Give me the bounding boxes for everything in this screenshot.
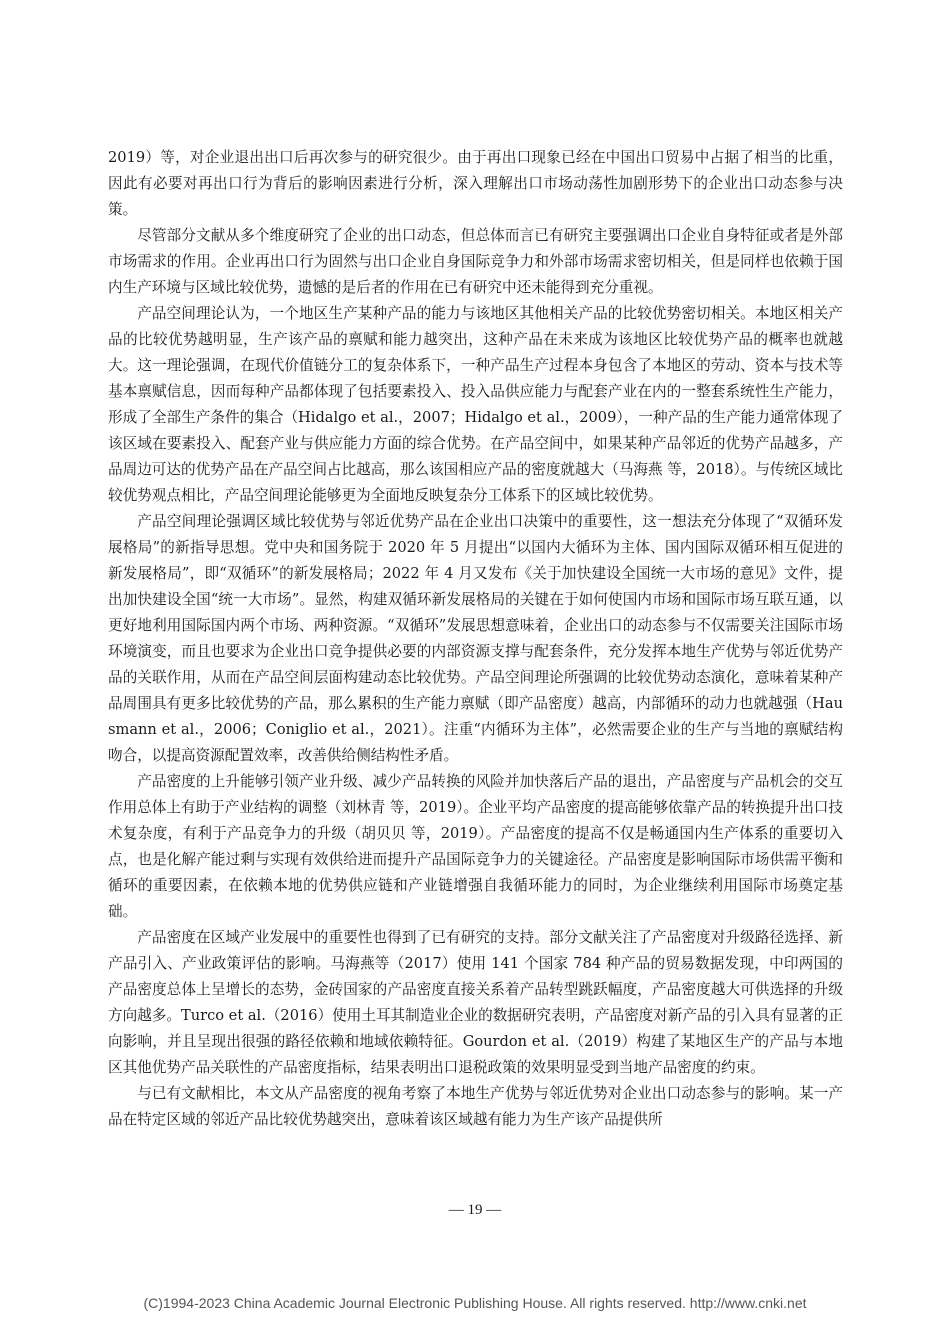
paragraph-5: 产品密度的上升能够引领产业升级、减少产品转换的风险并加快落后产品的退出，产品密度与产品机会的交互作用总体上有助于产业结构的调整（刘林青 等，2019）。企业平均产品密度的提高能够依靠产品的转换提升出口技术复杂度，有利于产品竞争力的升级（胡贝贝 等，2019）。产品密度的提高不仅是畅通国内生产体系的重要切入点，也是化解产能过剩与实现有效供给进而提升产品国际竞争力的关键途径。产品密度是影响国际市场供需平衡和循环的重要因素，在依赖本地的优势供应链和产业链增强自我循环能力的同时，为企业继续利用国际市场奠定基础。	[108, 773, 843, 920]
copyright-footer: (C)1994-2023 China Academic Journal Electronic Publishing House. All rights reserved. http://www.cnki.net	[143, 1295, 807, 1311]
page-number: — 19 —	[448, 1202, 502, 1218]
paragraph-3: 产品空间理论认为，一个地区生产某种产品的能力与该地区其他相关产品的比较优势密切相关。本地区相关产品的比较优势越明显，生产该产品的禀赋和能力越突出，这种产品在未来成为该地区比较优势产品的概率也就越大。这一理论强调，在现代价值链分工的复杂体系下，一种产品生产过程本身包含了本地区的劳动、资本与技术等基本禀赋信息，因而每种产品都体现了包括要素投入、投入品供应能力与配套产业在内的一整套系统性生产能力，形成了全部生产条件的集合（Hidalgo et al.，2007；Hidalgo et al.，2009），一种产品的生产能力通常体现了该区域在要素投入、配套产业与供应能力方面的综合优势。在产品空间中，如果某种产品邻近的优势产品越多，产品周边可达的优势产品在产品空间占比越高，那么该国相应产品的密度就越大（马海燕 等，2018）。与传统区域比较优势观点相比，产品空间理论能够更为全面地反映复杂分工体系下的区域比较优势。	[108, 305, 843, 504]
paragraph-4: 产品空间理论强调区域比较优势与邻近优势产品在企业出口决策中的重要性，这一想法充分体现了“双循环发展格局”的新指导思想。党中央和国务院于 2020 年 5 月提出“以国内大循环为主体、国内国际双循环相互促进的新发展格局”，即“双循环”的新发展格局；2022 年 4 月又发布《关于加快建设全国统一大市场的意见》文件，提出加快建设全国“统一大市场”。显然，构建双循环新发展格局的关键在于如何使国内市场和国际市场互联互通，以更好地利用国际国内两个市场、两种资源。“双循环”发展思想意味着，企业出口的动态参与不仅需要关注国际市场环境演变，而且也要求为企业出口竞争提供必要的内部资源支撑与配套条件，充分发挥本地生产优势与邻近优势产品的关联作用，从而在产品空间层面构建动态比较优势。产品空间理论所强调的比较优势动态演化，意味着某种产品周围具有更多比较优势的产品，那么累积的生产能力禀赋（即产品密度）越高，内部循环的动力也就越强（Hausmann et al.，2006；Coniglio et al.，2021）。注重“内循环为主体”，必然需要企业的生产与当地的禀赋结构吻合，以提高资源配置效率，改善供给侧结构性矛盾。	[108, 513, 843, 764]
article-body	[108, 145, 843, 1133]
paragraph-1: 2019）等，对企业退出出口后再次参与的研究很少。由于再出口现象已经在中国出口贸易中占据了相当的比重，因此有必要对再出口行为背后的影响因素进行分析，深入理解出口市场动荡性加剧形势下的企业出口动态参与决策。	[108, 149, 843, 218]
paragraph-2: 尽管部分文献从多个维度研究了企业的出口动态，但总体而言已有研究主要强调出口企业自身特征或者是外部市场需求的作用。企业再出口行为固然与出口企业自身国际竞争力和外部市场需求密切相关，但是同样也依赖于国内生产环境与区域比较优势，遗憾的是后者的作用在已有研究中还未能得到充分重视。	[108, 227, 843, 296]
paragraph-6: 产品密度在区域产业发展中的重要性也得到了已有研究的支持。部分文献关注了产品密度对升级路径选择、新产品引入、产业政策评估的影响。马海燕等（2017）使用 141 个国家 784 种产品的贸易数据发现，中印两国的产品密度总体上呈增长的态势，金砖国家的产品密度直接关系着产品转型跳跃幅度，产品密度越大可供选择的升级方向越多。Turco et al.（2016）使用土耳其制造业企业的数据研究表明，产品密度对新产品的引入具有显著的正向影响，并且呈现出很强的路径依赖和地域依赖特征。Gourdon et al.（2019）构建了某地区生产的产品与本地区其他优势产品关联性的产品密度指标，结果表明出口退税政策的效果明显受到当地产品密度的约束。	[108, 929, 843, 1076]
paragraph-7: 与已有文献相比，本文从产品密度的视角考察了本地生产优势与邻近优势对企业出口动态参与的影响。某一产品在特定区域的邻近产品比较优势越突出，意味着该区域越有能力为生产该产品提供所	[108, 1085, 843, 1128]
